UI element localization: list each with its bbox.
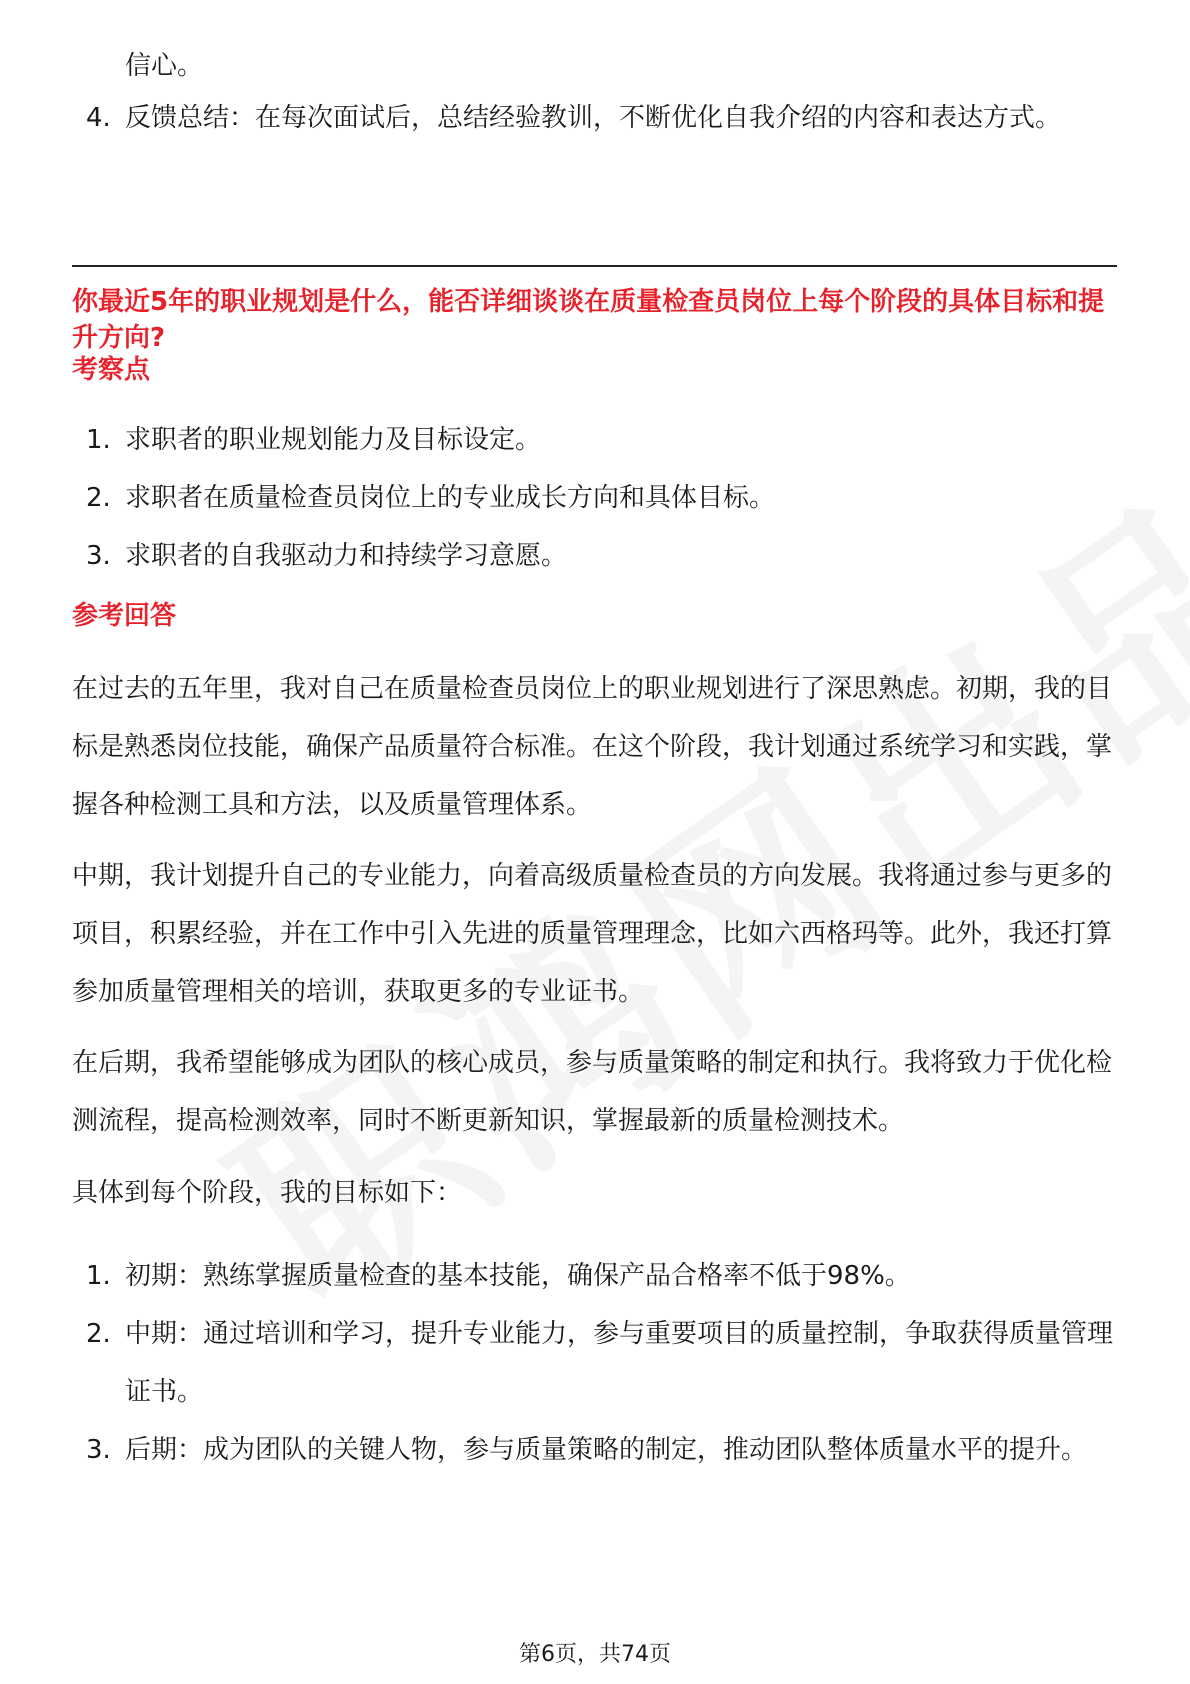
list-item-text: 初期：熟练掌握质量检查的基本技能，确保产品合格率不低于98%。 xyxy=(125,1261,911,1291)
list-item-text: 求职者的职业规划能力及目标设定。 xyxy=(125,425,542,455)
assessment-points-heading: 考察点 xyxy=(72,355,151,385)
answer-paragraph: 在过去的五年里，我对自己在质量检查员岗位上的职业规划进行了深思熟虑。初期，我的目标是熟悉岗位技能，确保产品质量符合标准。在这个阶段，我计划通过系统学习和实践，掌握各种检测工具和方法，以及质量管理体系。 xyxy=(72,674,1113,820)
list-item xyxy=(72,411,1117,469)
reference-answer-heading: 参考回答 xyxy=(72,601,177,631)
list-item xyxy=(72,1421,1117,1479)
assessment-points-list xyxy=(72,411,1117,585)
list-item-number: 1. xyxy=(86,1261,111,1291)
stage-goals-list xyxy=(72,1247,1117,1479)
list-item-number: 3. xyxy=(86,1435,111,1465)
list-item xyxy=(72,89,1117,147)
list-item-number: 2. xyxy=(86,483,111,513)
answer-paragraph: 中期，我计划提升自己的专业能力，向着高级质量检查员的方向发展。我将通过参与更多的项目，积累经验，并在工作中引入先进的质量管理理念，比如六西格玛等。此外，我还打算参加质量管理相关的培训，获取更多的专业证书。 xyxy=(72,861,1113,1007)
previous-list xyxy=(72,89,1117,147)
answer-paragraph: 在后期，我希望能够成为团队的核心成员，参与质量策略的制定和执行。我将致力于优化检测流程，提高检测效率，同时不断更新知识，掌握最新的质量检测技术。 xyxy=(72,1048,1113,1136)
list-item-text: 中期：通过培训和学习，提升专业能力，参与重要项目的质量控制，争取获得质量管理证书。 xyxy=(125,1319,1114,1407)
page-number: 第6页，共74页 xyxy=(519,1642,671,1667)
list-item-text: 求职者在质量检查员岗位上的专业成长方向和具体目标。 xyxy=(125,483,776,513)
list-item-number: 2. xyxy=(86,1319,111,1349)
section-divider xyxy=(72,265,1117,267)
list-item-number: 3. xyxy=(86,541,111,571)
list-item xyxy=(72,1305,1117,1421)
list-item-number: 4. xyxy=(86,103,111,133)
question-heading: 你最近5年的职业规划是什么，能否详细谈谈在质量检查员岗位上每个阶段的具体目标和提升方向? xyxy=(72,287,1105,353)
list-item-text: 反馈总结：在每次面试后，总结经验教训，不断优化自我介绍的内容和表达方式。 xyxy=(125,103,1062,133)
answer-paragraph: 具体到每个阶段，我的目标如下： xyxy=(72,1178,463,1208)
list-item-number: 1. xyxy=(86,425,111,455)
list-item-text: 求职者的自我驱动力和持续学习意愿。 xyxy=(125,541,568,571)
list-item xyxy=(72,469,1117,527)
list-item-continuation: 信心。 xyxy=(125,51,204,81)
list-item xyxy=(72,1247,1117,1305)
list-item-text: 后期：成为团队的关键人物，参与质量策略的制定，推动团队整体质量水平的提升。 xyxy=(125,1435,1088,1465)
list-item xyxy=(72,527,1117,585)
